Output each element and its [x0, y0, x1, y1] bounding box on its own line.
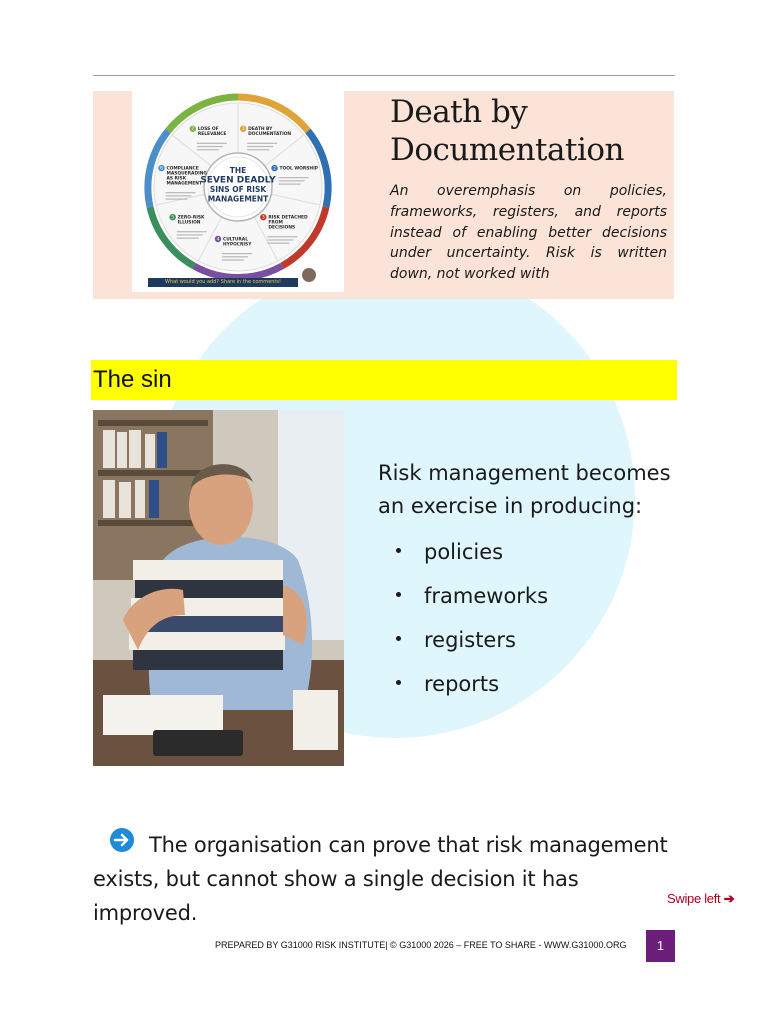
bullet-icon: [396, 592, 401, 597]
segment-number: 3: [261, 215, 265, 221]
segment-number: 2: [273, 166, 276, 172]
segment-title: MASQUERADING: [166, 171, 208, 177]
segment-number: 4: [216, 237, 220, 243]
infographic-center-label: SINS OF RISK: [209, 185, 267, 194]
infographic-wheel: [132, 91, 344, 292]
arrow-right-icon: ➔: [723, 891, 735, 906]
bullet-icon: [396, 680, 401, 685]
section-heading-bar: [91, 360, 677, 400]
swipe-label: Swipe left: [667, 891, 721, 906]
infographic-center-label: SEVEN DEADLY: [200, 175, 276, 186]
segment-title: COMPLIANCE: [166, 166, 199, 172]
man-hugging-binders-photo: [93, 410, 344, 766]
segment-title: FROM: [268, 220, 283, 226]
segment-number: 5: [171, 215, 175, 221]
bullet-icon: [396, 636, 401, 641]
segment-title: LOSS OF: [197, 127, 219, 133]
intro-text: Risk management becomes an exercise in producing:: [378, 461, 671, 518]
top-divider: [93, 75, 675, 76]
swipe-left-hint[interactable]: [667, 891, 734, 907]
segment-title: TOOL WORSHIP: [279, 166, 318, 172]
lead-paragraph: An overemphasis on policies, frameworks, registers, and reports instead of enabling better decisions under uncertainty. Risk is written down, not worked with: [390, 183, 667, 283]
segment-title: DEATH BY: [248, 127, 273, 133]
page-title: Death by Documentation: [390, 94, 624, 168]
author-avatar: [302, 268, 316, 282]
seven-sins-infographic: [132, 91, 344, 292]
segment-title: HYPOCRISY: [223, 242, 252, 248]
bullet-icon: [396, 548, 401, 553]
segment-title: DECISIONS: [268, 225, 296, 231]
footer-credit: PREPARED BY G31000 RISK INSTITUTE| © G31000 2026 – FREE TO SHARE - WWW.G31000.ORG: [215, 940, 627, 950]
segment-title: RELEVANCE: [197, 132, 227, 138]
section-title: The sin: [93, 366, 172, 393]
segment-title: AS RISK: [166, 176, 187, 182]
segment-title: MANAGEMENT: [166, 181, 202, 187]
segment-title: DOCUMENTATION: [248, 132, 292, 138]
segment-title: CULTURAL: [223, 237, 248, 243]
segment-title: ZERO-RISK: [177, 215, 205, 221]
segment-title: RISK DETACHED: [268, 215, 308, 221]
infographic-center-label: MANAGEMENT: [207, 194, 269, 204]
segment-number: 6: [160, 166, 163, 172]
infographic-center-label: THE: [229, 166, 247, 175]
infographic-footer-prompt: What would you add? Share in the comments!: [148, 278, 298, 287]
segment-number: 1: [241, 127, 245, 133]
conclusion-text: The organisation can prove that risk management exists, but cannot show a single decision it has improved.: [93, 833, 668, 925]
segment-title: ILLUSION: [177, 220, 201, 226]
page-number-badge: 1: [646, 930, 675, 962]
segment-number: 7: [191, 127, 195, 133]
